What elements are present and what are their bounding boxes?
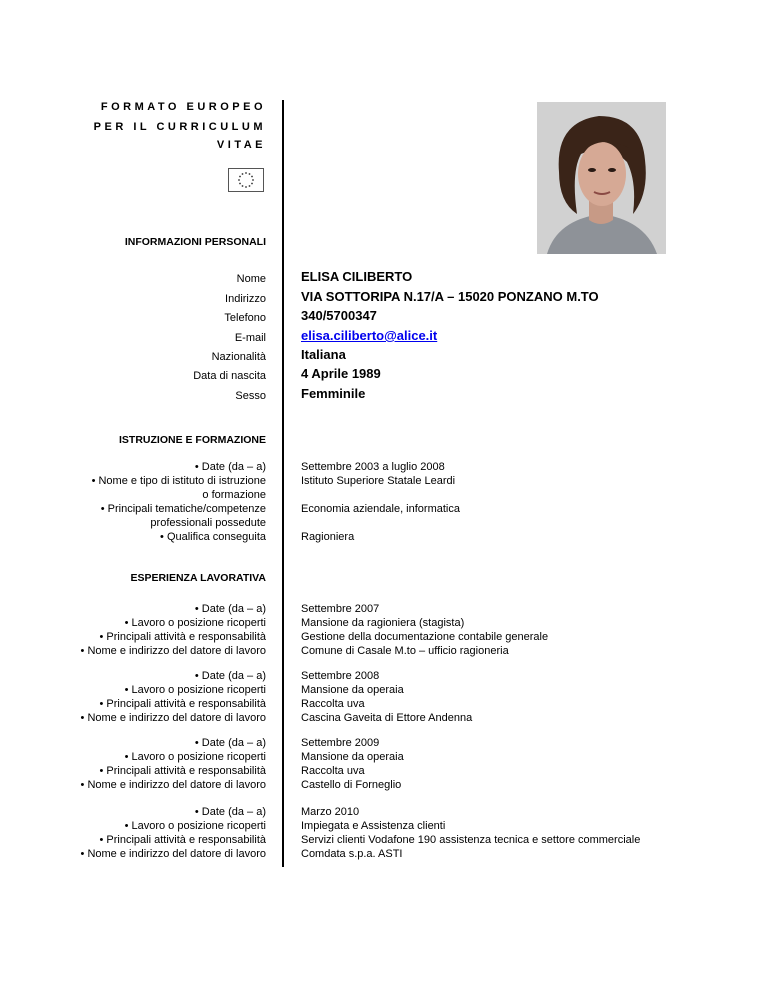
value-sesso: Femminile bbox=[301, 386, 366, 401]
edu-value-date: Settembre 2003 a luglio 2008 bbox=[301, 461, 445, 473]
exp-4-date: Marzo 2010 bbox=[301, 806, 360, 818]
exp-label-date: • Date (da – a) bbox=[194, 603, 266, 615]
portrait-photo bbox=[537, 102, 666, 254]
edu-value-qualifica: Ragioniera bbox=[301, 531, 355, 543]
cv-title-line-1: FORMATO EUROPEO bbox=[100, 101, 266, 113]
exp-label-date: • Date (da – a) bbox=[194, 737, 266, 749]
exp-label-date: • Date (da – a) bbox=[194, 670, 266, 682]
edu-label-istituto: • Nome e tipo di istituto di istruzione bbox=[91, 475, 266, 487]
exp-label-attivita: • Principali attività e responsabilità bbox=[99, 631, 266, 643]
email-link[interactable]: elisa.ciliberto@alice.it bbox=[301, 328, 438, 343]
exp-label-posizione: • Lavoro o posizione ricoperti bbox=[124, 617, 266, 629]
exp-3-attivita: Raccolta uva bbox=[301, 765, 365, 777]
edu-label-tematiche: • Principali tematiche/competenze bbox=[100, 503, 266, 515]
vertical-divider bbox=[282, 100, 284, 867]
exp-label-attivita: • Principali attività e responsabilità bbox=[99, 765, 266, 777]
value-nome: ELISA CILIBERTO bbox=[301, 269, 413, 284]
exp-3-date: Settembre 2009 bbox=[301, 737, 380, 749]
edu-value-tematiche: Economia aziendale, informatica bbox=[301, 503, 460, 515]
exp-2-datore: Cascina Gaveita di Ettore Andenna bbox=[301, 712, 473, 724]
exp-label-posizione: • Lavoro o posizione ricoperti bbox=[124, 820, 266, 832]
label-sesso: Sesso bbox=[235, 390, 266, 402]
exp-label-datore: • Nome e indirizzo del datore di lavoro bbox=[80, 712, 266, 724]
edu-label-tematiche-cont: professionali possedute bbox=[150, 517, 266, 529]
label-nazionalita: Nazionalità bbox=[211, 351, 266, 363]
exp-label-attivita: • Principali attività e responsabilità bbox=[99, 698, 266, 710]
exp-label-posizione: • Lavoro o posizione ricoperti bbox=[124, 684, 266, 696]
eu-flag-icon bbox=[228, 168, 264, 192]
exp-label-datore: • Nome e indirizzo del datore di lavoro bbox=[80, 779, 266, 791]
edu-label-date: • Date (da – a) bbox=[194, 461, 266, 473]
exp-4-attivita: Servizi clienti Vodafone 190 assistenza tecnica e settore commerciale bbox=[301, 834, 641, 846]
exp-label-attivita: • Principali attività e responsabilità bbox=[99, 834, 266, 846]
exp-3-datore: Castello di Forneglio bbox=[301, 779, 402, 791]
exp-label-date: • Date (da – a) bbox=[194, 806, 266, 818]
label-telefono: Telefono bbox=[224, 312, 266, 324]
exp-1-date: Settembre 2007 bbox=[301, 603, 380, 615]
value-indirizzo: VIA SOTTORIPA N.17/A – 15020 PONZANO M.TO bbox=[301, 289, 599, 304]
exp-label-datore: • Nome e indirizzo del datore di lavoro bbox=[80, 645, 266, 657]
label-data-nascita: Data di nascita bbox=[193, 370, 266, 382]
exp-label-datore: • Nome e indirizzo del datore di lavoro bbox=[80, 848, 266, 860]
exp-4-posizione: Impiegata e Assistenza clienti bbox=[301, 820, 446, 832]
cv-title-line-2: PER IL CURRICULUM bbox=[93, 121, 266, 133]
label-nome: Nome bbox=[236, 273, 266, 285]
label-indirizzo: Indirizzo bbox=[225, 293, 266, 305]
exp-2-date: Settembre 2008 bbox=[301, 670, 380, 682]
exp-1-datore: Comune di Casale M.to – ufficio ragioneria bbox=[301, 645, 509, 657]
exp-1-posizione: Mansione da ragioniera (stagista) bbox=[301, 617, 465, 629]
edu-label-qualifica: • Qualifica conseguita bbox=[160, 531, 266, 543]
label-email: E-mail bbox=[234, 332, 266, 344]
edu-label-istituto-cont: o formazione bbox=[202, 489, 266, 501]
value-nazionalita: Italiana bbox=[301, 347, 346, 362]
exp-label-posizione: • Lavoro o posizione ricoperti bbox=[124, 751, 266, 763]
exp-4-datore: Comdata s.p.a. ASTI bbox=[301, 848, 403, 860]
value-data-nascita: 4 Aprile 1989 bbox=[301, 366, 381, 381]
exp-2-posizione: Mansione da operaia bbox=[301, 684, 404, 696]
exp-2-attivita: Raccolta uva bbox=[301, 698, 365, 710]
exp-3-posizione: Mansione da operaia bbox=[301, 751, 404, 763]
section-title-experience: ESPERIENZA LAVORATIVA bbox=[130, 572, 266, 584]
value-telefono: 340/5700347 bbox=[301, 308, 377, 323]
cv-title-line-3: VITAE bbox=[216, 139, 266, 151]
exp-1-attivita: Gestione della documentazione contabile generale bbox=[301, 631, 549, 643]
section-title-personal: INFORMAZIONI PERSONALI bbox=[124, 236, 266, 248]
edu-value-istituto: Istituto Superiore Statale Leardi bbox=[301, 475, 456, 487]
section-title-education: ISTRUZIONE E FORMAZIONE bbox=[119, 434, 266, 446]
